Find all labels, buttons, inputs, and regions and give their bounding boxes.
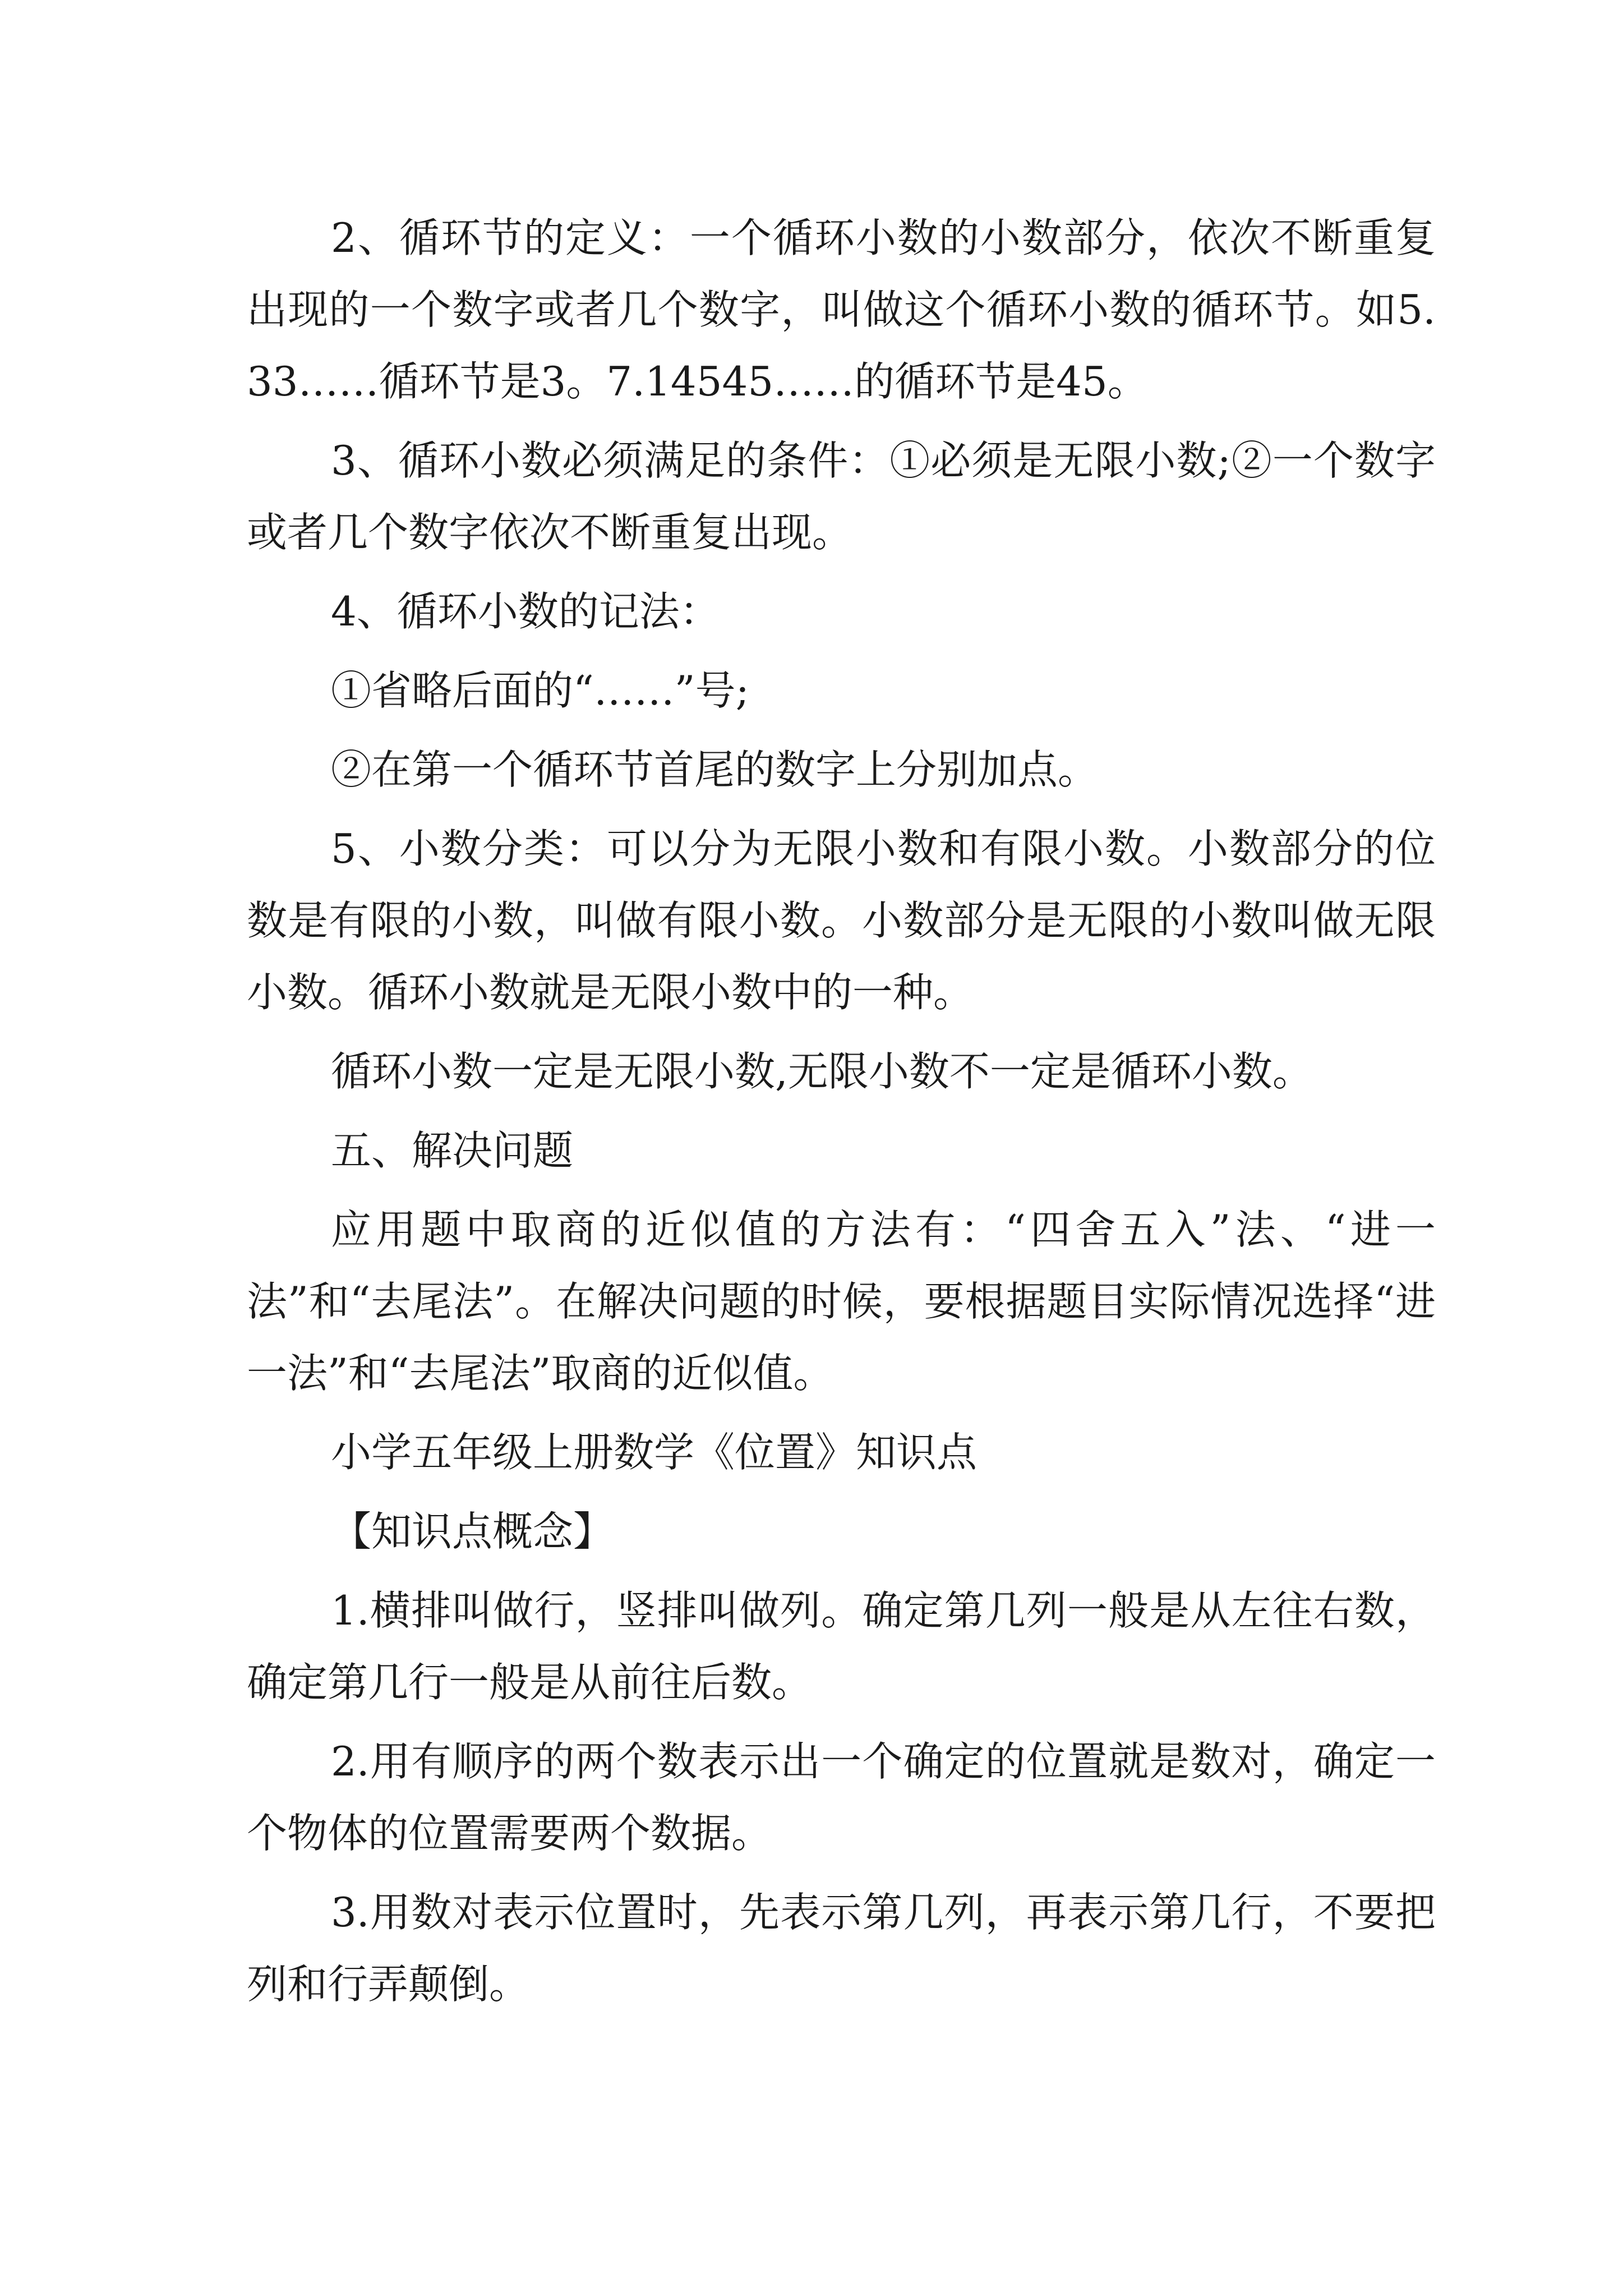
section-heading-solve-problems: 五、解决问题 — [331, 1127, 574, 1174]
paragraph-approximation-methods: 应用题中取商的近似值的方法有：“四舍五入”法、“进一法”和“去尾法”。在解决问题的时候，要根据题目实际情况选择“进一法”和“去尾法”取商的近似值。 — [247, 1206, 1436, 1397]
section-heading-concepts: 【知识点概念】 — [331, 1508, 614, 1555]
paragraph-notation-step-2: ②在第一个循环节首尾的数字上分别加点。 — [331, 746, 1099, 793]
paragraph-notation-heading: 4、循环小数的记法： — [331, 588, 720, 635]
paragraph-number-pairs: 2.用有顺序的两个数表示出一个确定的位置就是数对，确定一个物体的位置需要两个数据。 — [247, 1738, 1436, 1857]
paragraph-rows-and-columns: 1.横排叫做行，竖排叫做列。确定第几列一般是从左往右数，确定第几行一般是从前往后数。 — [247, 1587, 1436, 1706]
section-heading-position: 小学五年级上册数学《位置》知识点 — [331, 1429, 978, 1476]
paragraph-repeating-vs-infinite: 循环小数一定是无限小数,无限小数不一定是循环小数。 — [331, 1048, 1313, 1095]
document-body — [247, 202, 1436, 2027]
paragraph-repeating-decimal-conditions: 3、循环小数必须满足的条件：①必须是无限小数;②一个数字或者几个数字依次不断重复出现。 — [247, 437, 1436, 556]
paragraph-pair-order: 3.用数对表示位置时，先表示第几列，再表示第几行，不要把列和行弄颠倒。 — [247, 1889, 1436, 2008]
paragraph-decimal-classification: 5、小数分类：可以分为无限小数和有限小数。小数部分的位数是有限的小数，叫做有限小数。小数部分是无限的小数叫做无限小数。循环小数就是无限小数中的一种。 — [247, 825, 1436, 1016]
paragraph-repetend-definition: 2、循环节的定义：一个循环小数的小数部分，依次不断重复出现的一个数字或者几个数字，叫做这个循环小数的循环节。如5.33……循环节是3。7.14545……的循环节是45。 — [247, 214, 1436, 405]
paragraph-notation-step-1: ①省略后面的“……”号; — [331, 667, 749, 714]
